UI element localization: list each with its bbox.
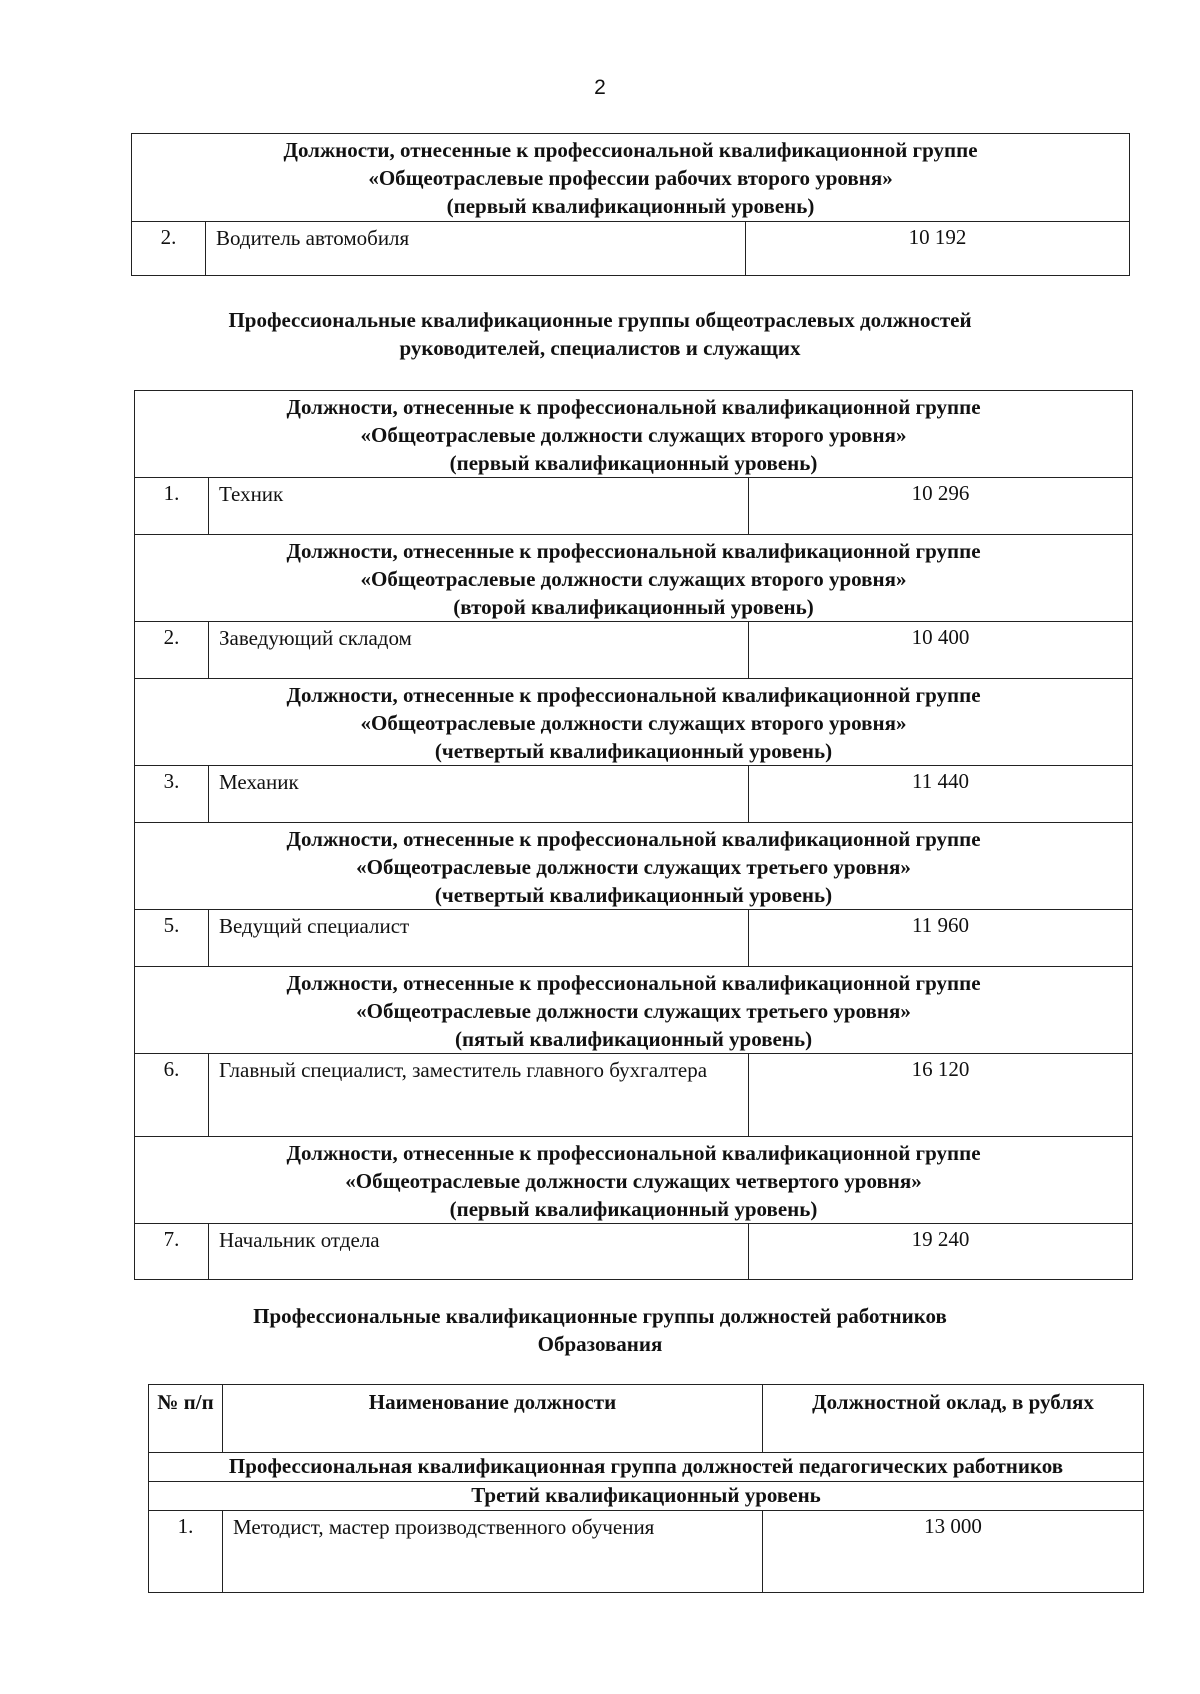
section-title-line: Профессиональные квалификационные группы общеотраслевых должностей xyxy=(228,308,972,332)
group-header-line: (четвертый квалификационный уровень) xyxy=(434,883,833,907)
group-header-line: (второй квалификационный уровень) xyxy=(453,595,814,619)
position-name: Техник xyxy=(209,478,749,535)
group-header xyxy=(135,391,1133,478)
salary-value: 16 120 xyxy=(749,1054,1133,1137)
group-header-line: (первый квалификационный уровень) xyxy=(449,1197,818,1221)
group-header-line: «Общеотраслевые должности служащих второго уровня» xyxy=(360,711,907,735)
row-number: 1. xyxy=(135,478,209,535)
group-header-line: (пятый квалификационный уровень) xyxy=(454,1027,813,1051)
table-row xyxy=(135,622,1133,679)
position-name: Начальник отдела xyxy=(209,1224,749,1280)
position-name: Механик xyxy=(209,766,749,823)
group-header-line: «Общеотраслевые должности служащих третьего уровня» xyxy=(356,999,911,1023)
page-number: 2 xyxy=(594,76,606,99)
level-title: Третий квалификационный уровень xyxy=(149,1482,1144,1511)
group-header xyxy=(135,679,1133,766)
section-title-general xyxy=(0,306,1200,362)
table-row xyxy=(132,222,1130,276)
row-number: 1. xyxy=(149,1511,223,1593)
group-header-line: «Общеотраслевые должности служащих второго уровня» xyxy=(360,567,907,591)
position-name: Водитель автомобиля xyxy=(206,222,746,276)
position-name: Главный специалист, заместитель главного бухгалтера xyxy=(209,1054,749,1137)
group-header-line: Должности, отнесенные к профессиональной квалификационной группе xyxy=(286,971,981,995)
section-title-line: Профессиональные квалификационные группы должностей работников xyxy=(253,1304,947,1328)
salary-value: 13 000 xyxy=(763,1511,1144,1593)
table-row xyxy=(135,1224,1133,1280)
group-header-line: Должности, отнесенные к профессиональной квалификационной группе xyxy=(286,827,981,851)
salary-value: 10 192 xyxy=(746,222,1130,276)
column-header-number: № п/п xyxy=(149,1385,223,1453)
column-header-name: Наименование должности xyxy=(223,1385,763,1453)
row-number: 2. xyxy=(132,222,206,276)
table-row xyxy=(149,1511,1144,1593)
salary-value: 11 440 xyxy=(749,766,1133,823)
group-header-line: «Общеотраслевые профессии рабочих второго уровня» xyxy=(368,166,893,190)
group-header xyxy=(132,134,1130,222)
row-number: 5. xyxy=(135,910,209,967)
group-header-line: (четвертый квалификационный уровень) xyxy=(434,739,833,763)
section-title-line: руководителей, специалистов и служащих xyxy=(399,336,801,360)
salary-value: 11 960 xyxy=(749,910,1133,967)
group-header xyxy=(135,1137,1133,1224)
group-header xyxy=(135,967,1133,1054)
row-number: 6. xyxy=(135,1054,209,1137)
row-number: 3. xyxy=(135,766,209,823)
group-header-line: «Общеотраслевые должности служащих третьего уровня» xyxy=(356,855,911,879)
column-header-salary: Должностной оклад, в рублях xyxy=(763,1385,1144,1453)
salary-value: 19 240 xyxy=(749,1224,1133,1280)
salary-value: 10 400 xyxy=(749,622,1133,679)
position-name: Заведующий складом xyxy=(209,622,749,679)
position-name: Методист, мастер производственного обучения xyxy=(223,1511,763,1593)
table-workers xyxy=(131,133,1130,276)
group-header-line: «Общеотраслевые должности служащих четвертого уровня» xyxy=(345,1169,922,1193)
table-row xyxy=(135,766,1133,823)
group-header-line: Должности, отнесенные к профессиональной квалификационной группе xyxy=(286,1141,981,1165)
section-title-line: Образования xyxy=(537,1332,663,1356)
table-employees xyxy=(134,390,1133,1280)
group-header-line: Должности, отнесенные к профессиональной квалификационной группе xyxy=(286,683,981,707)
group-header-line: Должности, отнесенные к профессиональной квалификационной группе xyxy=(283,138,978,162)
table-row xyxy=(135,1054,1133,1137)
table-row xyxy=(135,478,1133,535)
group-header-line: (первый квалификационный уровень) xyxy=(446,194,815,218)
group-header-line: (первый квалификационный уровень) xyxy=(449,451,818,475)
group-header xyxy=(135,823,1133,910)
group-header xyxy=(135,535,1133,622)
group-header-line: Должности, отнесенные к профессиональной квалификационной группе xyxy=(286,395,981,419)
group-title: Профессиональная квалификационная группа должностей педагогических работников xyxy=(149,1453,1144,1482)
salary-value: 10 296 xyxy=(749,478,1133,535)
row-number: 2. xyxy=(135,622,209,679)
group-header-line: Должности, отнесенные к профессиональной квалификационной группе xyxy=(286,539,981,563)
section-title-education xyxy=(0,1302,1200,1358)
row-number: 7. xyxy=(135,1224,209,1280)
group-header-line: «Общеотраслевые должности служащих второго уровня» xyxy=(360,423,907,447)
table-row xyxy=(135,910,1133,967)
position-name: Ведущий специалист xyxy=(209,910,749,967)
table-education xyxy=(148,1384,1144,1593)
